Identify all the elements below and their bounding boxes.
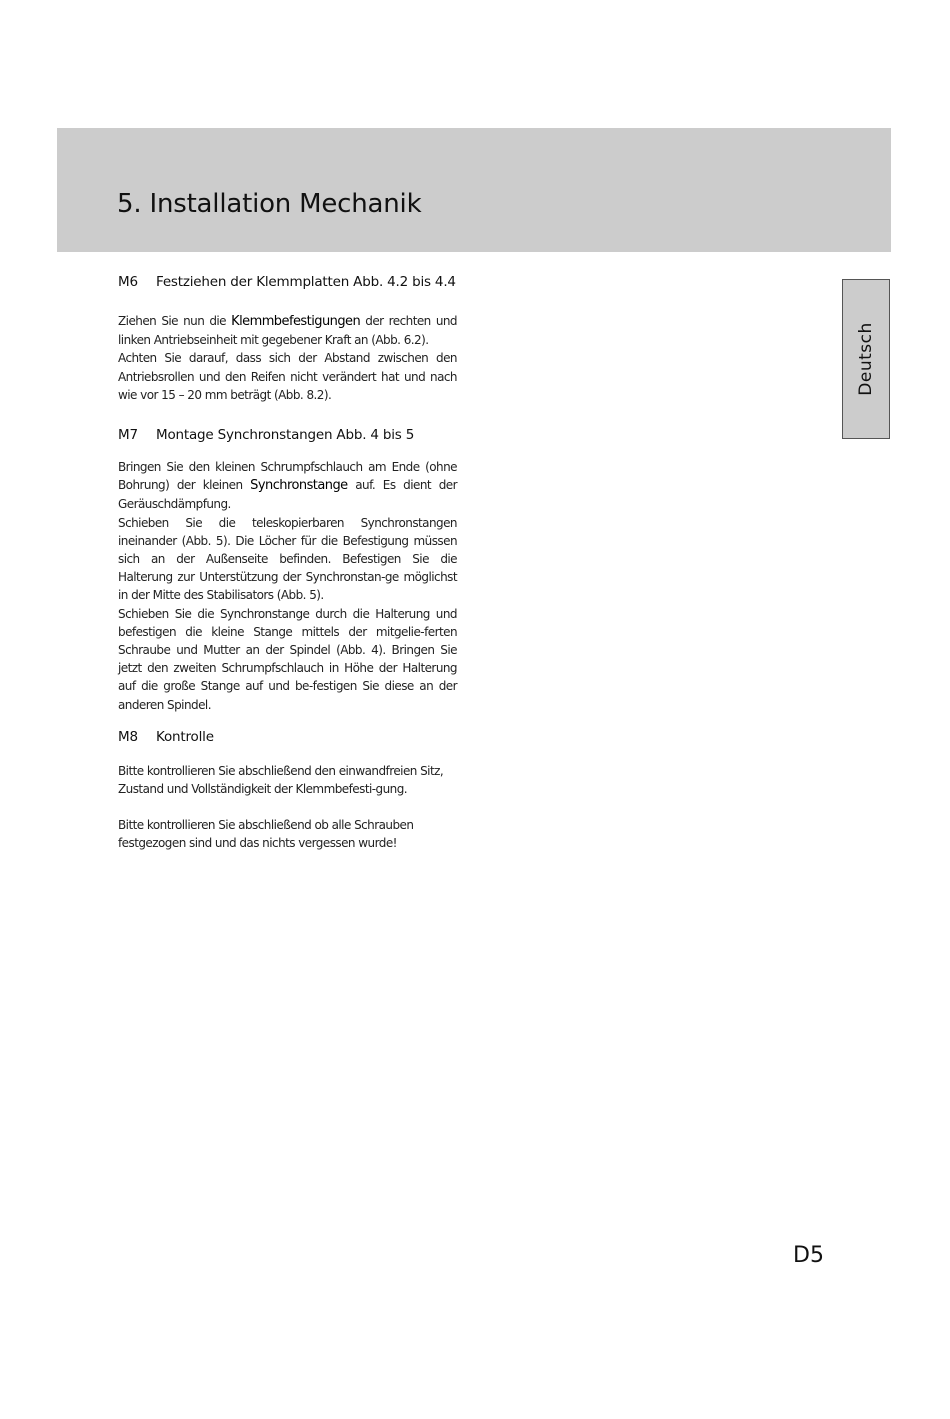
paragraph [118, 458, 457, 514]
text-run: Bringen Sie den kleinen Schrumpfschlauch am Ende (ohne Bohrung) der kleinen [118, 460, 457, 493]
paragraph: Schieben Sie die Synchronstange durch die Halterung und befestigen die kleine Stange mittels der mitgelie-ferten Schraube und Mutter an der Spindel (Abb. 4). Bringen Sie jetzt den zweiten Schrumpfschlauch in Höhe der Halterung auf die große Stange auf und be-festigen Sie diese an der anderen Spindel. [118, 606, 457, 712]
paragraph: Bitte kontrollieren Sie abschließend ob alle Schrauben festgezogen sind und das nichts vergessen wurde! [118, 818, 414, 851]
section-m7 [118, 425, 457, 714]
chapter-title: 5. Installation Mechanik [117, 189, 422, 219]
section-heading-m8 [118, 727, 457, 747]
section-heading-m7 [118, 425, 457, 445]
language-tab-label: Deutsch [856, 322, 876, 396]
text-run: der rechten und linken Antriebseinheit mit gegebener Kraft an (Abb. 6.2). [118, 314, 457, 348]
paragraph: Achten Sie darauf, dass sich der Abstand zwischen den Antriebsrollen und den Reifen nicht verändert hat und nach wie vor 15 – 20 mm beträgt (Abb. 8.2). [118, 351, 457, 402]
text-run: Ziehen Sie nun die [118, 314, 232, 328]
section-code: M7 [118, 427, 138, 444]
highlight-term: Synchronstange [250, 478, 348, 494]
language-tab [842, 279, 890, 439]
paragraph: Schieben Sie die teleskopierbaren Synchronstangen ineinander (Abb. 5). Die Löcher für die Befestigung müssen sich an der Außenseite befinden. Befestigen Sie die Halterung zur Unterstützung der Synchronstan-ge möglichst in der Mitte des Stabilisators (Abb. 5). [118, 515, 457, 603]
section-title: Kontrolle [156, 728, 214, 745]
highlight-term: Klemmbefestigungen [231, 314, 361, 329]
paragraph: Bitte kontrollieren Sie abschließend den einwandfreien Sitz, Zustand und Vollständigkeit der Klemmbefesti-gung. [118, 763, 444, 797]
text-run: auf. Es dient der Geräuschdämpfung. [118, 478, 457, 512]
chapter-header-band [57, 128, 891, 252]
section-heading-m6 [118, 272, 457, 292]
section-code: M6 [118, 274, 138, 290]
paragraph [118, 312, 457, 349]
section-m8 [118, 727, 457, 853]
section-title: Montage Synchronstangen Abb. 4 bis 5 [156, 427, 415, 444]
section-title: Festziehen der Klemmplatten Abb. 4.2 bis 4.4 [156, 274, 456, 290]
page-number: D5 [793, 1243, 824, 1268]
section-code: M8 [118, 728, 138, 745]
main-content [118, 272, 457, 853]
section-m6 [118, 272, 457, 404]
